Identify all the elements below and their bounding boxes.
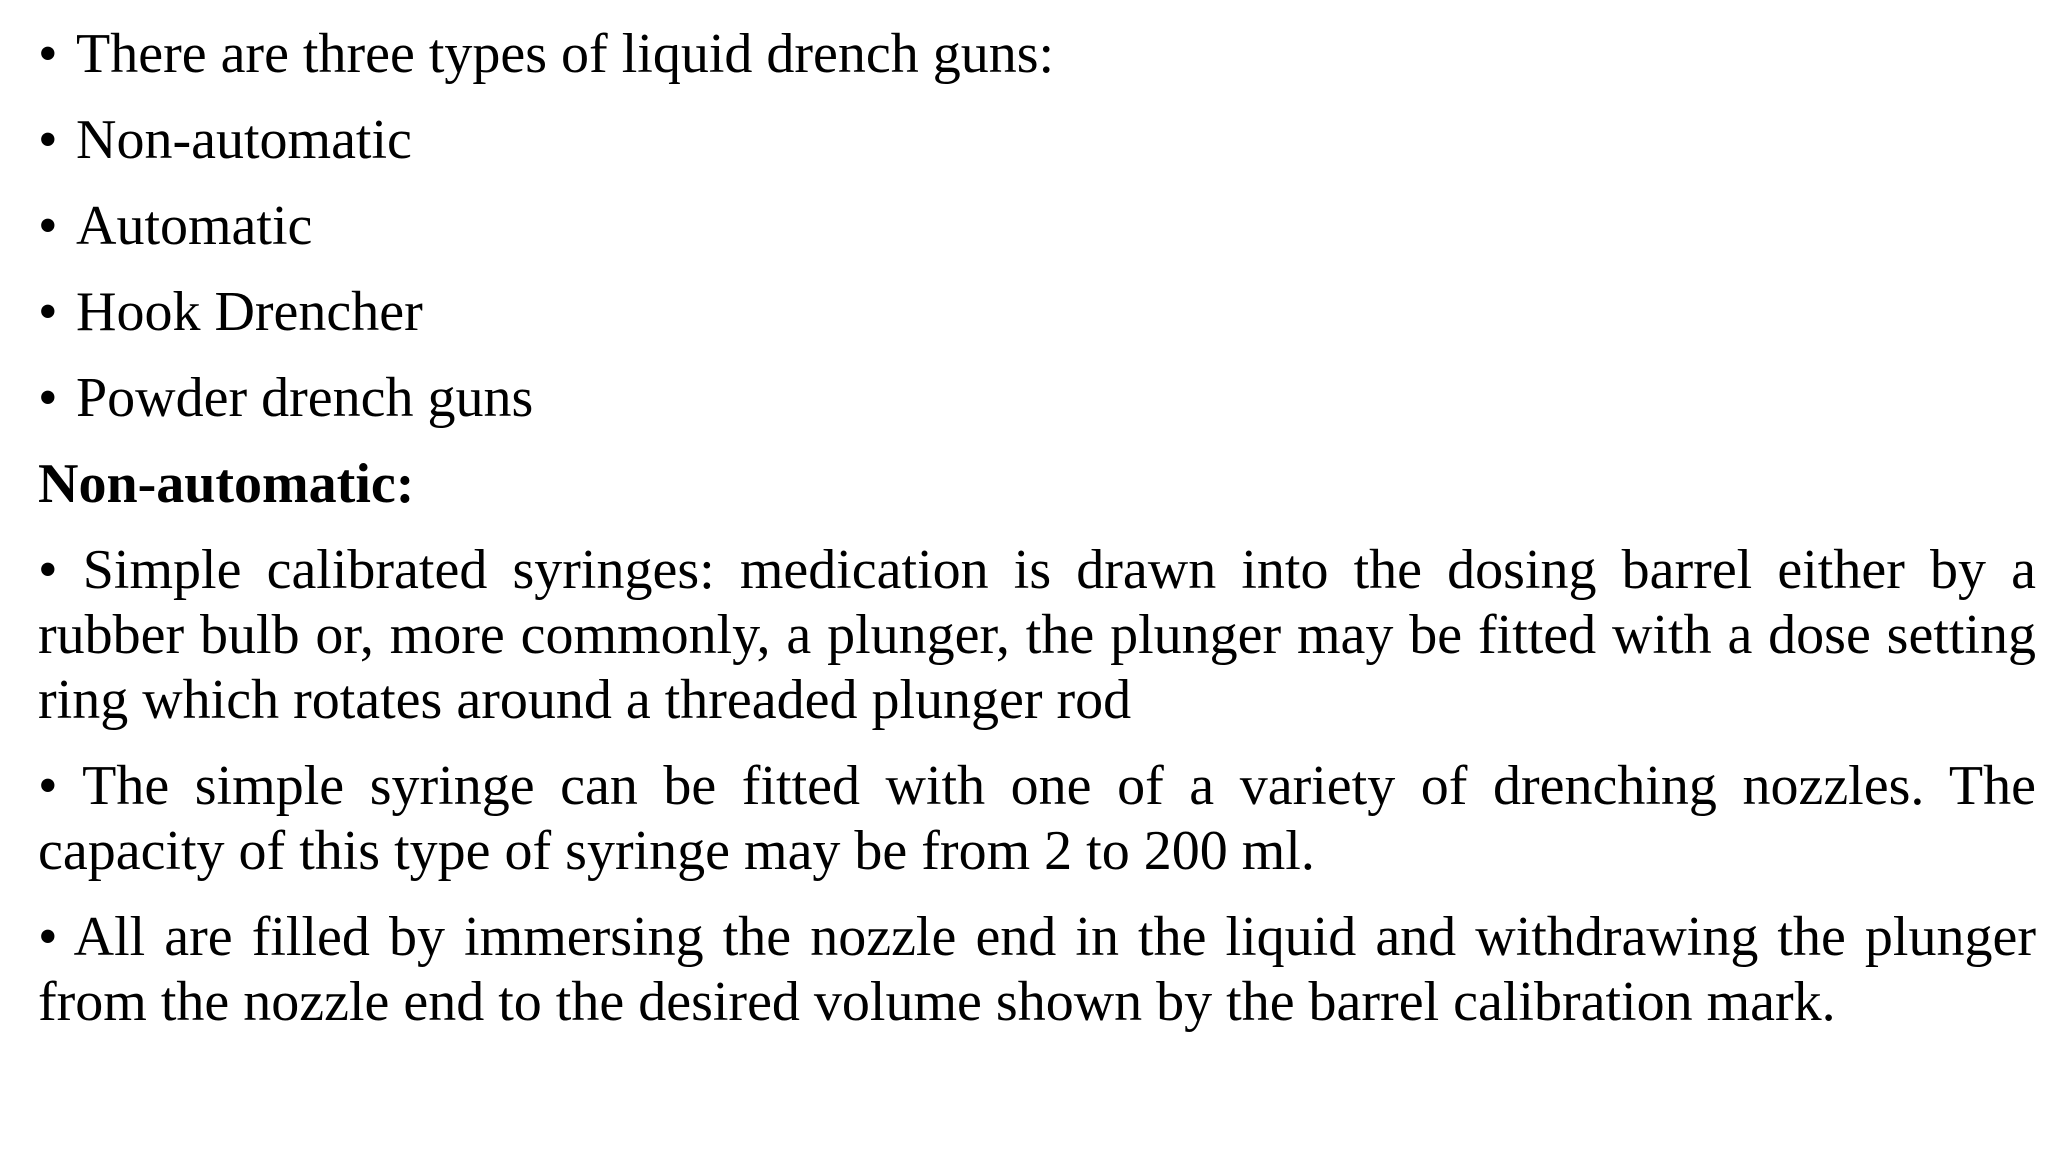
paragraph-filling — [38, 905, 2036, 1035]
bullet-marker: • — [38, 195, 58, 257]
type-item-automatic — [38, 194, 2036, 259]
section-heading: Non-automatic: — [38, 453, 415, 515]
paragraph-text: All are filled by immersing the nozzle end in the liquid and withdrawing the plunger from the nozzle end to the desired volume shown by the barrel calibration mark. — [38, 906, 2036, 1033]
type-item-powder-drench-guns — [38, 366, 2036, 431]
bullet-marker: • — [38, 906, 58, 968]
bullet-marker: • — [38, 23, 58, 85]
slide-content — [38, 22, 2036, 1056]
bullet-marker: • — [38, 539, 58, 601]
paragraph-nozzles-capacity — [38, 754, 2036, 884]
bullet-marker: • — [38, 109, 58, 171]
type-item-hook-drencher — [38, 280, 2036, 345]
bullet-marker: • — [38, 367, 58, 429]
intro-bullet — [38, 22, 2036, 87]
type-label: Non-automatic — [76, 109, 412, 171]
paragraph-text: The simple syringe can be fitted with one of a variety of drenching nozzles. The capacity of this type of syringe may be from 2 to 200 ml. — [38, 755, 2036, 882]
bullet-marker: • — [38, 281, 58, 343]
type-label: Automatic — [76, 195, 313, 257]
type-label: Powder drench guns — [76, 367, 534, 429]
paragraph-text: Simple calibrated syringes: medication is drawn into the dosing barrel either by a rubber bulb or, more commonly, a plunger, the plunger may be fitted with a dose setting ring which rotates around a threaded plunger rod — [38, 539, 2037, 731]
type-label: Hook Drencher — [76, 281, 423, 343]
type-item-non-automatic — [38, 108, 2036, 173]
paragraph-simple-syringes — [38, 538, 2036, 733]
bullet-marker: • — [38, 755, 58, 817]
intro-text: There are three types of liquid drench guns: — [76, 23, 1055, 85]
